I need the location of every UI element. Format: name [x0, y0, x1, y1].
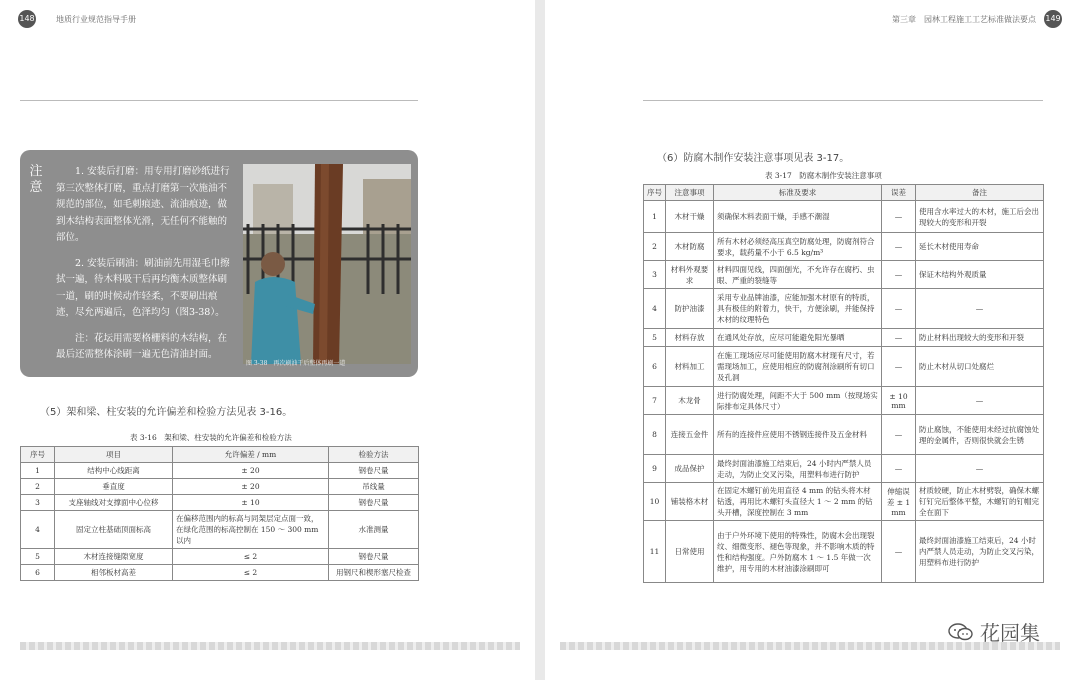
table-cell: 所有木材必须经高压真空防腐处理，防腐剂符合要求，载药量不小于 6.5 kg/m³	[714, 233, 882, 261]
note-text	[56, 164, 234, 373]
table-cell: 2	[644, 233, 666, 261]
table-cell: ± 10	[173, 495, 329, 511]
table-cell: ± 10 mm	[882, 387, 916, 415]
right-page-number: 149	[1044, 10, 1062, 28]
left-footer-band	[20, 642, 520, 650]
table-cell: 防止木材从切口处腐烂	[916, 347, 1044, 387]
table-cell: 在偏移范围内的标高与同架层定点面一致，在绿化范围的标高控制在 150 ～ 300 mm 以内	[173, 511, 329, 549]
table-cell: —	[916, 387, 1044, 415]
table-cell: 由于户外环境下使用的特殊性，防腐木会出现裂纹、细微变形、褪色等现象，并不影响木质的特性和结构强度。户外防腐木 1 ～ 1.5 年做一次维护，用专用的木材油漆涂刷即可	[714, 521, 882, 583]
watermark	[948, 617, 1040, 646]
table-row	[21, 565, 419, 581]
table-row	[644, 455, 1044, 483]
note-paragraph-2: 2. 安装后刷油：刷油前先用湿毛巾擦拭一遍，待木料吸干后再均衡木质整体刷一道，刷的时候动作轻柔，不要刷出痕迹，尽允两遍后，色泽均匀（图3-38）。	[56, 257, 230, 318]
table-header-cell: 注意事项	[666, 185, 714, 201]
table-cell: —	[882, 201, 916, 233]
table-cell: 支座轴线对支撑面中心位移	[55, 495, 173, 511]
table-cell: 最终封面油漆施工结束后，24 小时内严禁人员走动，为防止交叉污染，用塑料布进行防护	[714, 455, 882, 483]
table-header-cell: 误差	[882, 185, 916, 201]
table-cell: 进行防腐处理，间距不大于 500 mm（按现场实际排布定具体尺寸）	[714, 387, 882, 415]
table-cell: —	[882, 521, 916, 583]
table-row	[644, 261, 1044, 289]
table-cell: 用钢尺和楔形塞尺检查	[329, 565, 419, 581]
right-running-head: 第三章 园林工程施工工艺标准做法要点	[892, 15, 1036, 24]
table-cell: ≤ 2	[173, 549, 329, 565]
section-heading-3-17: （6）防腐木制作安装注意事项见表 3-17。	[657, 153, 850, 164]
table-cell: —	[882, 455, 916, 483]
left-page	[0, 0, 535, 680]
table-cell: 采用专业品牌油漆，应能加强木材原有的特质，具有极佳的附着力，快干，方便涂刷，并能保持木材的纹理特色	[714, 289, 882, 329]
table-cell: —	[882, 261, 916, 289]
wechat-icon	[948, 622, 974, 642]
table-cell: 1	[644, 201, 666, 233]
table-cell: 3	[644, 261, 666, 289]
table-row	[644, 521, 1044, 583]
table-cell: —	[882, 289, 916, 329]
table-cell: 材料存放	[666, 329, 714, 347]
table-cell: 防止材料出现较大的变形和开裂	[916, 329, 1044, 347]
table-3-17-caption: 表 3-17 防腐木制作安装注意事项	[765, 171, 882, 180]
table-cell: 固定立柱基础顶面标高	[55, 511, 173, 549]
table-row	[644, 233, 1044, 261]
table-cell: 木材连接缝隙宽度	[55, 549, 173, 565]
table-3-16	[20, 446, 419, 581]
table-cell: —	[882, 329, 916, 347]
table-cell: 8	[644, 415, 666, 455]
table-cell: —	[882, 347, 916, 387]
table-cell: 7	[644, 387, 666, 415]
table-header-cell: 允许偏差 / mm	[173, 447, 329, 463]
table-cell: 须确保木料表面干燥，手感不潮湿	[714, 201, 882, 233]
table-cell: 6	[644, 347, 666, 387]
table-cell: 在通风处存放，应尽可能避免阳光暴晒	[714, 329, 882, 347]
table-cell: 结构中心线距离	[55, 463, 173, 479]
table-cell: 成品保护	[666, 455, 714, 483]
table-row	[21, 479, 419, 495]
table-cell: 铺装格木材	[666, 483, 714, 521]
worker-photo	[243, 164, 411, 364]
table-cell: 延长木材使用寿命	[916, 233, 1044, 261]
table-header-row	[644, 185, 1044, 201]
table-row	[644, 201, 1044, 233]
header-rule	[20, 100, 418, 101]
table-cell: 材料四面见线，四面刨光，不允许存在腐朽、虫眼、严重的裂缝等	[714, 261, 882, 289]
table-row	[21, 511, 419, 549]
table-header-cell: 项目	[55, 447, 173, 463]
table-cell: 水准测量	[329, 511, 419, 549]
table-row	[21, 463, 419, 479]
table-cell: 木龙骨	[666, 387, 714, 415]
table-cell: 材料外观要求	[666, 261, 714, 289]
table-cell: —	[916, 289, 1044, 329]
table-cell: 伸缩误差 ± 1 mm	[882, 483, 916, 521]
table-3-16-caption: 表 3-16 架和梁、柱安装的允许偏差和检验方法	[130, 433, 292, 442]
table-cell: 保证木结构外观质量	[916, 261, 1044, 289]
worker-photo-illustration	[243, 164, 411, 364]
note-box	[20, 150, 418, 377]
table-cell: 4	[644, 289, 666, 329]
table-row	[644, 347, 1044, 387]
table-cell: 钢卷尺量	[329, 463, 419, 479]
table-cell: 5	[21, 549, 55, 565]
photo-caption: 图 3-38 再次刷油干后整体再刷一道	[246, 360, 346, 367]
table-cell: 11	[644, 521, 666, 583]
table-cell: 2	[21, 479, 55, 495]
table-cell: 垂直度	[55, 479, 173, 495]
table-cell: 使用含水率过大的木材，施工后会出现较大的变形和开裂	[916, 201, 1044, 233]
table-row	[21, 495, 419, 511]
table-cell: 吊线量	[329, 479, 419, 495]
table-header-cell: 检验方法	[329, 447, 419, 463]
table-header-cell: 标准及要求	[714, 185, 882, 201]
table-cell: 防止腐蚀，不能使用未经过抗腐蚀处理的金属件，否则很快就会生锈	[916, 415, 1044, 455]
left-running-head: 地质行业规范指导手册	[56, 15, 136, 24]
table-cell: 防护油漆	[666, 289, 714, 329]
header-rule	[643, 100, 1043, 101]
table-3-17	[643, 184, 1044, 583]
table-cell: 木材干燥	[666, 201, 714, 233]
table-cell: 4	[21, 511, 55, 549]
table-cell: 钢卷尺量	[329, 549, 419, 565]
table-header-cell: 序号	[644, 185, 666, 201]
table-cell: 钢卷尺量	[329, 495, 419, 511]
table-cell: 相邻板材高差	[55, 565, 173, 581]
table-cell: 材质较硬，防止木材劈裂，确保木螺钉钉完后整体平整，木螺钉的钉帽完全在面下	[916, 483, 1044, 521]
table-row	[644, 387, 1044, 415]
table-cell: ± 20	[173, 463, 329, 479]
table-cell: 连接五金件	[666, 415, 714, 455]
table-cell: 最终封面油漆施工结束后，24 小时内严禁人员走动，为防止交叉污染，用塑料布进行防护	[916, 521, 1044, 583]
note-paragraph-3: 注：花坛用需要格栅料的木结构，在最后还需整体涂刷一遍无色清油封面。	[56, 332, 228, 360]
table-cell: 在固定木螺钉前先用直径 4 mm 的钻头将木材钻透，再用比木螺钉头直径大 1 ～ 2 mm 的钻头开槽，深度控制在 3 mm	[714, 483, 882, 521]
table-row	[644, 415, 1044, 455]
table-cell: ± 20	[173, 479, 329, 495]
table-cell: 木材防腐	[666, 233, 714, 261]
table-cell: —	[916, 455, 1044, 483]
table-row	[21, 549, 419, 565]
table-header-cell: 备注	[916, 185, 1044, 201]
table-header-row	[21, 447, 419, 463]
table-cell: 所有的连接件应使用不锈钢连接件及五金材料	[714, 415, 882, 455]
table-cell: 5	[644, 329, 666, 347]
table-row	[644, 483, 1044, 521]
table-cell: 日常使用	[666, 521, 714, 583]
right-page	[545, 0, 1080, 680]
table-cell: 1	[21, 463, 55, 479]
section-heading-3-16: （5）架和梁、柱安装的允许偏差和检验方法见表 3-16。	[40, 407, 293, 418]
note-paragraph-1: 1. 安装后打磨：用专用打磨砂纸进行第三次整体打磨，重点打磨第一次施油不规范的部位，如毛刺痕迹、流油痕迹，做到木结构表面整体光滑，无任何不能触的部位。	[56, 166, 230, 243]
left-page-number: 148	[18, 10, 36, 28]
table-row	[644, 329, 1044, 347]
note-tab-label: 注意	[29, 164, 43, 195]
table-cell: 6	[21, 565, 55, 581]
table-cell: —	[882, 415, 916, 455]
table-row	[644, 289, 1044, 329]
table-cell: 3	[21, 495, 55, 511]
watermark-text: 花园集	[980, 621, 1040, 645]
table-cell: 在施工现场应尽可能使用防腐木材现有尺寸，若需现场加工，应使用相应的防腐剂涂刷所有切口及孔洞	[714, 347, 882, 387]
table-cell: —	[882, 233, 916, 261]
table-cell: ≤ 2	[173, 565, 329, 581]
table-header-cell: 序号	[21, 447, 55, 463]
table-cell: 9	[644, 455, 666, 483]
table-cell: 材料加工	[666, 347, 714, 387]
table-cell: 10	[644, 483, 666, 521]
